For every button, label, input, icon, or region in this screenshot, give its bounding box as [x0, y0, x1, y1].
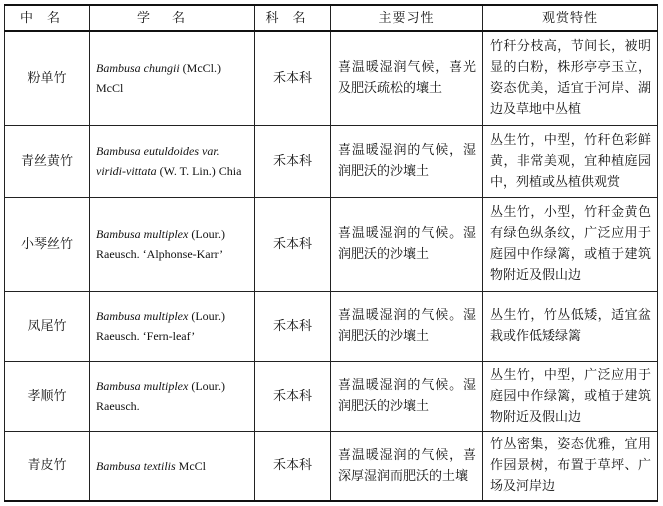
cell-habit: 喜温暖湿润的气候。湿润肥沃的沙壤土 [331, 291, 483, 361]
table-row [5, 31, 658, 125]
cell-ornamental: 丛生竹，小型，竹秆金黄色有绿色纵条纹，广泛应用于庭园中作绿篱，或植于建筑物附近及假山边 [483, 197, 658, 291]
cell-family: 禾本科 [255, 361, 331, 431]
cell-ornamental: 竹秆分枝高，节间长，被明显的白粉，株形亭亭玉立，姿态优美，适宜于河岸、湖边及草地中丛植 [483, 31, 658, 125]
cell-ornamental: 丛生竹，竹丛低矮，适宜盆栽或作低矮绿篱 [483, 291, 658, 361]
cell-ornamental: 丛生竹，中型，竹秆色彩鲜黄，非常美观，宜种植庭园中，列植或丛植供观赏 [483, 125, 658, 197]
cell-scientific-name: Bambusa multiplex (Lour.) Raeusch. ‘Fern-leaf’ [90, 291, 255, 361]
cell-habit: 喜温暖湿润气候，喜光及肥沃疏松的壤土 [331, 31, 483, 125]
cell-habit: 喜温暖湿润的气候，湿润肥沃的沙壤土 [331, 125, 483, 197]
cell-habit: 喜温暖湿润的气候。湿润肥沃的沙壤土 [331, 361, 483, 431]
cell-ornamental: 丛生竹，中型，广泛应用于庭园中作绿篱，或植于建筑物附近及假山边 [483, 361, 658, 431]
header-chinese-name: 中名 [5, 5, 90, 31]
cell-scientific-name: Bambusa multiplex (Lour.) Raeusch. ‘Alphonse-Karr’ [90, 197, 255, 291]
header-habit: 主要习性 [331, 5, 483, 31]
bamboo-species-table [4, 4, 658, 502]
cell-chinese-name: 粉单竹 [5, 31, 90, 125]
cell-habit: 喜温暖湿润的气候，喜深厚湿润而肥沃的土壤 [331, 431, 483, 501]
cell-chinese-name: 凤尾竹 [5, 291, 90, 361]
cell-family: 禾本科 [255, 291, 331, 361]
table-row [5, 197, 658, 291]
header-ornamental: 观赏特性 [483, 5, 658, 31]
cell-family: 禾本科 [255, 125, 331, 197]
cell-scientific-name: Bambusa eutuldoides var. viridi-vittata (W. T. Lin.) Chia [90, 125, 255, 197]
cell-scientific-name: Bambusa chungii (McCl.) McCl [90, 31, 255, 125]
cell-chinese-name: 孝顺竹 [5, 361, 90, 431]
table-row [5, 125, 658, 197]
table-header-row [5, 5, 658, 31]
cell-chinese-name: 青皮竹 [5, 431, 90, 501]
header-scientific-name: 学名 [90, 5, 255, 31]
header-family: 科名 [255, 5, 331, 31]
cell-chinese-name: 青丝黄竹 [5, 125, 90, 197]
cell-family: 禾本科 [255, 431, 331, 501]
cell-chinese-name: 小琴丝竹 [5, 197, 90, 291]
cell-habit: 喜温暖湿润的气候。湿润肥沃的沙壤土 [331, 197, 483, 291]
table-row [5, 361, 658, 431]
table-row [5, 431, 658, 501]
cell-family: 禾本科 [255, 197, 331, 291]
cell-family: 禾本科 [255, 31, 331, 125]
cell-scientific-name: Bambusa multiplex (Lour.) Raeusch. [90, 361, 255, 431]
table-row [5, 291, 658, 361]
cell-scientific-name: Bambusa textilis McCl [90, 431, 255, 501]
cell-ornamental: 竹丛密集，姿态优雅，宜用作园景树，布置于草坪、广场及河岸边 [483, 431, 658, 501]
